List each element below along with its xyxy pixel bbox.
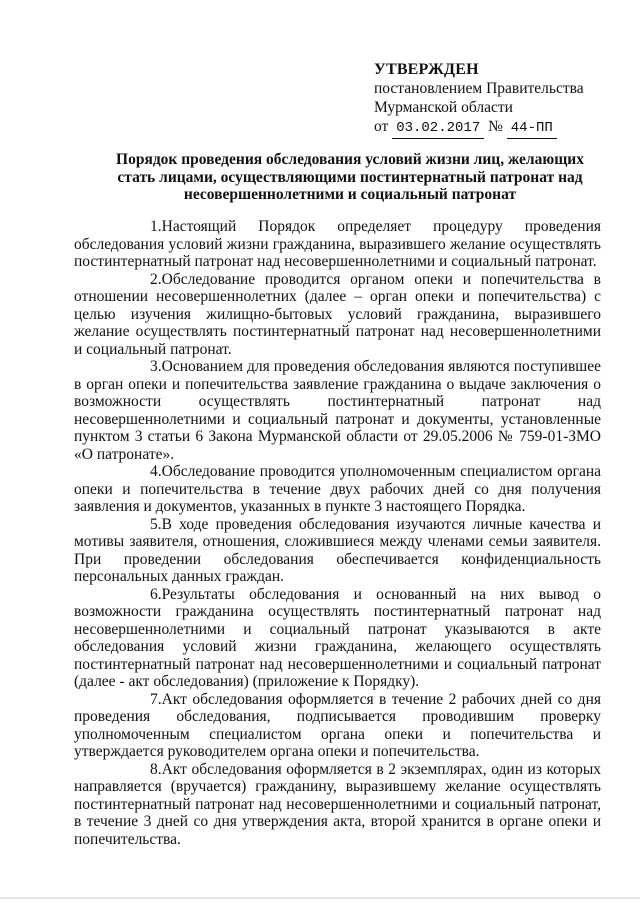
approval-title: УТВЕРЖДЕН: [374, 61, 479, 78]
paragraph-number: 2.: [150, 270, 162, 288]
paragraph-text: Обследование проводится органом опеки и попечительства в отношении несовершеннолетних (далее – орган опеки и попечительства) с целью изучения жилищно-бытовых условий гражданина, выразившего желание осуществлять постинтернатный патронат над несовершеннолетними и социальный патронат.: [74, 270, 601, 358]
paragraph-7: [74, 691, 601, 761]
paragraph-5: [74, 516, 601, 586]
paragraph-3: [74, 358, 601, 463]
approval-number: 44-ПП: [507, 119, 557, 139]
approval-date-line: [374, 117, 584, 139]
document-title: [90, 151, 610, 204]
paragraph-number: 5.: [150, 515, 162, 533]
paragraph-text: Настоящий Порядок определяет процедуру проведения обследования условий жизни гражданина, выразившего желание осуществлять постинтернатный патронат над несовершеннолетними и социальный патронат.: [74, 218, 601, 270]
paragraph-6: [74, 586, 601, 691]
number-label: №: [488, 118, 503, 135]
paragraph-number: 1.: [150, 218, 162, 235]
paragraph-number: 6.: [150, 585, 162, 603]
title-line-1: Порядок проведения обследования условий жизни лиц, желающих: [116, 151, 584, 168]
title-line-2: стать лицами, осуществляющими постинтернатный патронат над: [117, 168, 583, 186]
paragraph-text: Акт обследования оформляется в течение 2 рабочих дней со дня проведения обследования, подписывается проводившим проверку уполномоченным специалистом органа опеки и попечительства и утверждается руководителем органа опеки и попечительства.: [74, 690, 601, 760]
paragraph-text: Акт обследования оформляется в 2 экземплярах, один из которых направляется (вручается) гражданину, выразившему желание осуществлять постинтернатный патронат над несовершеннолетними и социальный патронат, в течение 3 дней со дня утверждения акта, второй хранится в органе опеки и попечительства.: [74, 760, 601, 848]
paragraph-text: Основанием для проведения обследования являются поступившее в орган опеки и попечительства заявление гражданина о выдаче заключения о возможности осуществлять постинтернатный патронат над несовершеннолетними и социальный патронат и документы, установленные пунктом 3 статьи 6 Закона Мурманской области от 29.05.2006 № 759-01-ЗМО «О патронате».: [74, 358, 601, 463]
paragraph-8: [74, 761, 601, 849]
paragraph-number: 3.: [150, 358, 162, 375]
from-label: от: [374, 118, 389, 135]
paragraph-text: Обследование проводится уполномоченным специалистом органа опеки и попечительства в течение двух рабочих дней со дня получения заявления и документов, указанных в пункте 3 настоящего Порядка.: [74, 463, 601, 515]
paragraph-2: [74, 271, 601, 359]
title-line-3: несовершеннолетними и социальный патронат: [183, 186, 517, 203]
paragraph-text: В ходе проведения обследования изучаются личные качества и мотивы заявителя, отношения, сложившиеся между членами семьи заявителя. При проведении обследования обеспечивается конфиденциальность персональных данных граждан.: [74, 515, 601, 585]
paragraph-1: [74, 218, 601, 271]
approval-date: 03.02.2017: [392, 119, 484, 139]
paragraph-number: 7.: [150, 690, 162, 708]
document-body: [74, 218, 601, 848]
page-bottom-edge: [0, 897, 640, 899]
approval-line-1: постановлением Правительства: [374, 80, 584, 97]
approval-line-2: Мурманской области: [374, 99, 513, 116]
paragraph-4: [74, 463, 601, 516]
paragraph-number: 8.: [150, 760, 162, 778]
approval-block: [374, 60, 584, 139]
paragraph-text: Результаты обследования и основанный на них вывод о возможности гражданина осуществлять постинтернатный патронат над несовершеннолетними и социальный патронат указываются в акте обследования условий жизни гражданина, желающего осуществлять постинтернатный патронат над несовершеннолетними и социальный патронат (далее - акт обследования) (приложение к Порядку).: [74, 585, 601, 690]
paragraph-number: 4.: [150, 463, 162, 480]
